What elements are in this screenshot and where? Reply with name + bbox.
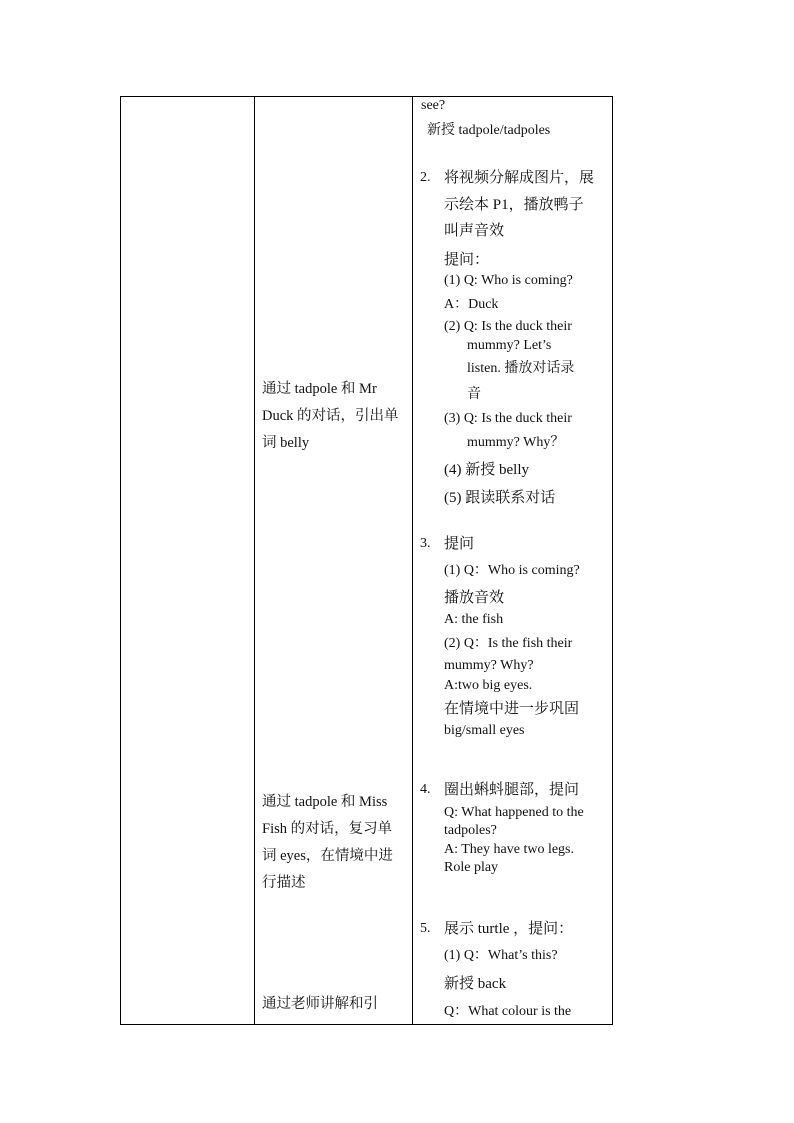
activity-line: 圈出蝌蚪腿部，提问	[444, 782, 580, 798]
activity-line: Role play	[444, 860, 499, 875]
activity-line: mummy? Why？	[467, 435, 565, 450]
activity-line: 提问：	[444, 252, 490, 268]
activity-line: (2) Q：Is the fish their	[444, 636, 573, 651]
activity-line: 叫声音效	[444, 223, 505, 239]
activity-line: (4) 新授 belly	[444, 462, 529, 478]
activity-line: A:two big eyes.	[444, 678, 533, 693]
activity-line: (1) Q: Who is coming?	[444, 273, 573, 288]
activity-line: (3) Q: Is the duck their	[444, 411, 572, 426]
activity-line: 音	[467, 387, 481, 402]
activity-line: mummy? Why?	[444, 658, 534, 673]
activity-line: A：Duck	[444, 297, 499, 312]
activity-line: 新授 tadpole/tadpoles	[427, 123, 551, 138]
activity-line: 播放音效	[444, 590, 505, 606]
activity-line: 示绘本 P1，播放鸭子	[444, 197, 584, 213]
activity-line: see?	[421, 98, 446, 113]
column-divider-2	[412, 97, 413, 1024]
activity-line: (1) Q：What’s this?	[444, 948, 558, 963]
step-number: 5.	[420, 921, 431, 936]
step-number: 3.	[420, 536, 431, 551]
activity-line: 新授 back	[444, 976, 507, 992]
activity-line: listen. 播放对话录	[467, 361, 575, 376]
step-number: 2.	[420, 170, 431, 185]
objective-duck-dialogue: 通过 tadpole 和 Mr Duck 的对话，引出单词 belly	[262, 381, 399, 451]
objective-fish-dialogue: 通过 tadpole 和 Miss Fish 的对话，复习单词 eyes，在情境中进行描述	[262, 794, 393, 891]
activity-line: tadpoles?	[444, 823, 497, 838]
activity-line: A: the fish	[444, 612, 504, 627]
objective-teacher-explain: 通过老师讲解和引	[262, 996, 378, 1012]
activity-line: Q: What happened to the	[444, 805, 584, 820]
activity-line: mummy? Let’s	[467, 338, 552, 353]
activity-line: (2) Q: Is the duck their	[444, 319, 572, 334]
activity-line: 将视频分解成图片，展	[444, 170, 595, 186]
activity-line: Q：What colour is the	[444, 1004, 572, 1019]
activity-line: (5) 跟读联系对话	[444, 490, 556, 506]
step-number: 4.	[420, 782, 431, 797]
column-divider-1	[254, 97, 255, 1024]
activity-line: big/small eyes	[444, 723, 525, 738]
activity-line: 在情境中进一步巩固	[444, 701, 580, 717]
activity-line: A: They have two legs.	[444, 842, 574, 857]
activity-line: (1) Q：Who is coming?	[444, 563, 580, 578]
activity-line: 展示 turtle ，提问：	[444, 921, 574, 937]
activity-line: 提问	[444, 536, 475, 552]
